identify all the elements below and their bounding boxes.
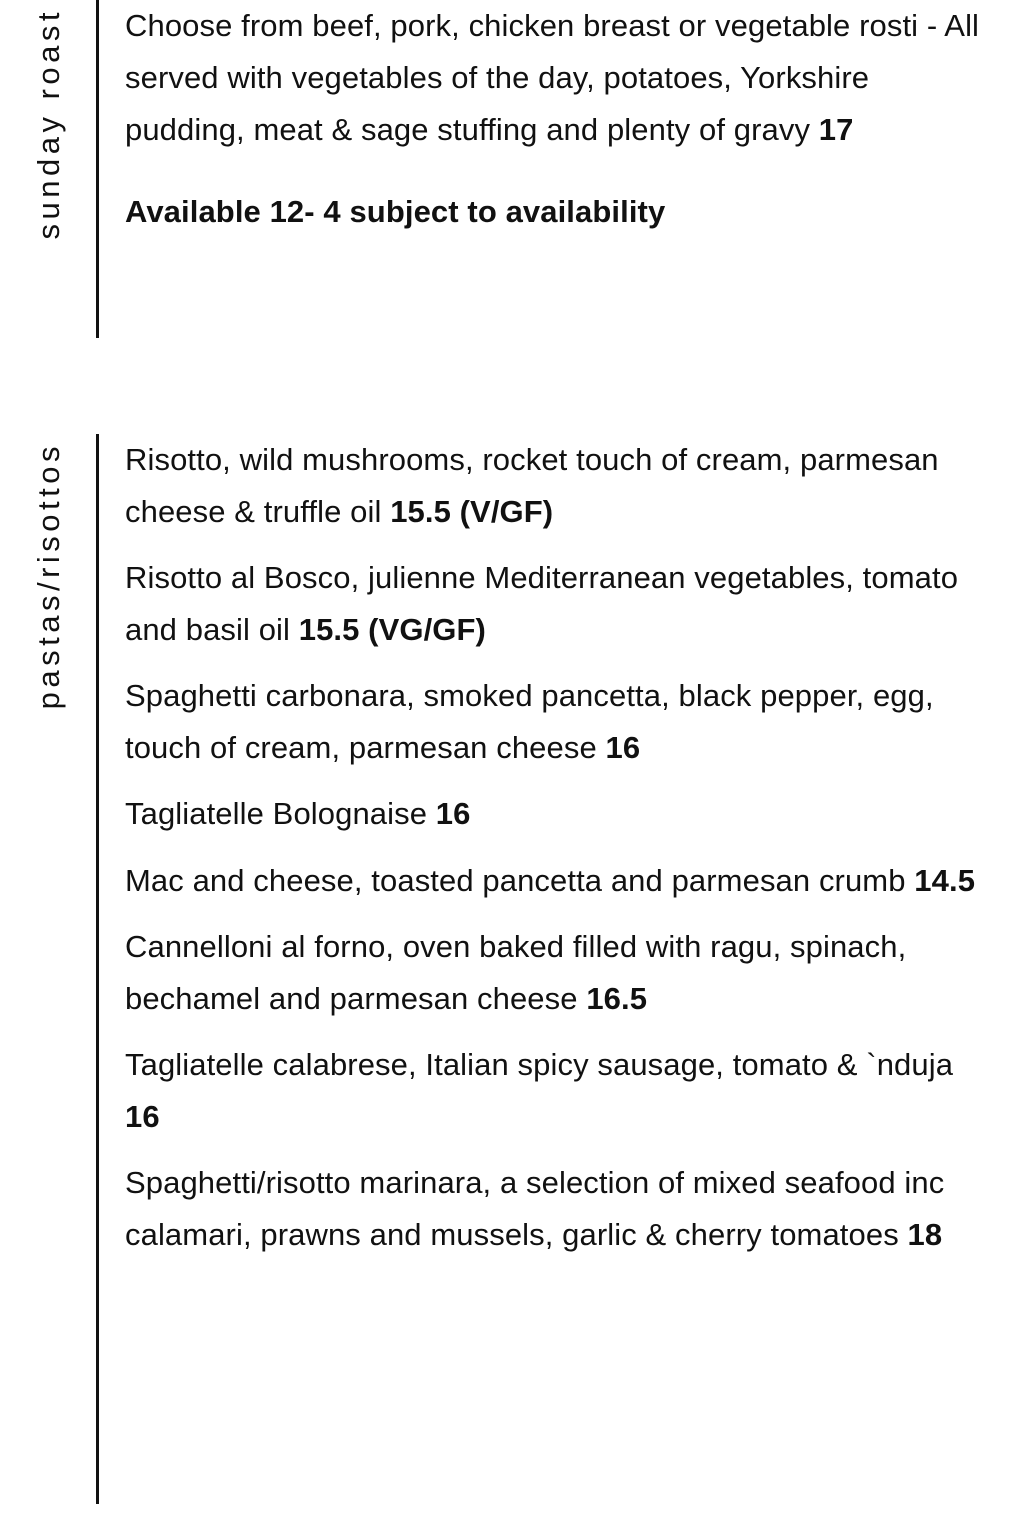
menu-item-price: 17 [818,112,854,148]
menu-item-description: Available 12- 4 subject to availability [125,194,666,230]
menu-item [125,670,984,774]
section-label-wrap [0,0,96,338]
menu-item-price: 16.5 [586,980,648,1016]
menu-item-description: Risotto, wild mushrooms, rocket touch of cream, parmesan cheese & truffle oil [125,442,939,530]
menu-item [125,855,984,907]
menu-item-description: Spaghetti carbonara, smoked pancetta, black pepper, egg, touch of cream, parmesan cheese [125,678,934,766]
menu-item-description: Tagliatelle Bolognaise [125,796,436,832]
menu-items-sunday-roast [125,0,1024,338]
section-label-sunday-roast: sunday roast [30,8,66,240]
menu-item-description: Cannelloni al forno, oven baked filled with ragu, spinach, bechamel and parmesan cheese [125,928,907,1016]
menu-item-price: 15.5 (VG/GF) [298,612,486,648]
menu-item [125,0,984,156]
section-label-wrap [0,434,96,1504]
menu-item [125,552,984,656]
section-divider-rule [96,0,99,338]
menu-item-price: 15.5 (V/GF) [390,494,554,530]
menu-item [125,788,984,840]
menu-item-availability-note [125,186,984,238]
menu-item-description: Risotto al Bosco, julienne Mediterranean vegetables, tomato and basil oil [125,560,959,648]
section-label-pastas-risottos: pastas/risottos [30,442,66,710]
menu-item-price: 18 [907,1217,943,1253]
menu-item-description: Spaghetti/risotto marinara, a selection of mixed seafood inc calamari, prawns and mussels, garlic & cherry tomatoes [125,1164,945,1253]
section-spacer [0,338,1024,434]
menu-item [125,921,984,1025]
section-divider-rule [96,434,99,1504]
menu-section-pastas-risottos [0,434,1024,1504]
menu-item [125,434,984,538]
menu-item-description: Choose from beef, pork, chicken breast or vegetable rosti - All served with vegetables of the day, potatoes, Yorkshire pudding, meat & sage stuffing and plenty of gravy [125,8,980,148]
menu-item-price: 16 [605,730,641,766]
menu-section-sunday-roast [0,0,1024,338]
menu-item-price: 16 [435,796,471,832]
menu-item-description: Mac and cheese, toasted pancetta and parmesan crumb [125,862,915,898]
menu-item [125,1157,984,1261]
menu-item [125,1039,984,1143]
menu-item-price: 14.5 [914,862,976,898]
menu-items-pastas-risottos [125,434,1024,1504]
menu-item-price: 16 [125,1098,160,1134]
menu-item-description: Tagliatelle calabrese, Italian spicy sausage, tomato & `nduja [125,1046,954,1082]
